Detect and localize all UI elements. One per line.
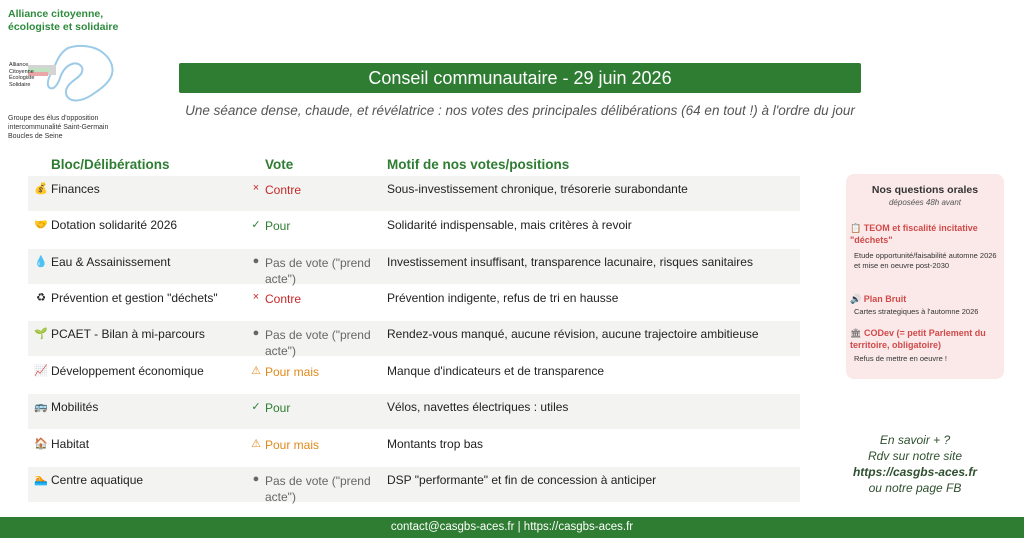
more-info	[830, 432, 1000, 496]
page-title: Conseil communautaire - 29 juin 2026	[179, 63, 861, 93]
table-row	[28, 212, 800, 247]
warning-icon: ⚠	[251, 365, 261, 377]
oral-questions-panel	[846, 174, 1004, 379]
row-vote: Pour mais	[265, 365, 320, 379]
info-line2: Rdv sur notre site	[867, 449, 963, 463]
website-link[interactable]: https://casgbs-aces.fr	[852, 465, 978, 479]
row-vote: Contre	[265, 292, 302, 306]
row-bloc: Eau & Assainissement	[51, 255, 171, 269]
row-motif: DSP "performante" et fin de concession à anticiper	[387, 473, 657, 487]
row-motif: Manque d'indicateurs et de transparence	[387, 364, 605, 378]
logo-sub-line2: intercommunalité Saint-Germain	[8, 124, 109, 131]
row-motif: Investissement insuffisant, transparence lacunaire, risques sanitaires	[387, 255, 753, 269]
cross-icon: ×	[252, 291, 260, 303]
questions-title: Nos questions orales	[871, 184, 979, 196]
logo-sub-line1: Groupe des élus d'opposition	[8, 115, 99, 122]
info-line1: En savoir + ?	[879, 433, 951, 447]
swimmer-icon: 🏊	[34, 474, 48, 486]
clipboard-icon: 📋	[850, 223, 862, 233]
row-bloc: Développement économique	[51, 364, 204, 378]
handshake-icon: 🤝	[34, 219, 48, 231]
table-row	[28, 176, 800, 211]
column-header-motif: Motif de nos votes/positions	[387, 157, 570, 172]
question-title-bruit-text: Plan Bruit	[863, 294, 907, 304]
table-row	[28, 321, 800, 356]
row-bloc: PCAET - Bilan à mi-parcours	[51, 327, 205, 341]
house-icon: 🏠	[34, 438, 48, 450]
logo-acronym-a: Alliance	[9, 62, 29, 68]
logo-title-line2: écologiste et solidaire	[8, 21, 119, 33]
logo-acronym-c: Citoyenne	[9, 68, 34, 75]
table-row	[28, 358, 800, 393]
money-bag-icon: 💰	[34, 183, 48, 195]
speaker-icon: 🔊	[850, 294, 862, 304]
bus-icon: 🚌	[34, 401, 48, 413]
dot-icon: ●	[252, 473, 260, 485]
row-bloc: Habitat	[51, 437, 90, 451]
dot-icon: ●	[252, 255, 260, 267]
page-subtitle: Une séance dense, chaude, et révélatrice : nos votes des principales délibérations (64 en tout !) à l'ordre du jour	[185, 103, 855, 118]
row-motif: Montants trop bas	[387, 437, 484, 451]
table-row	[28, 467, 800, 502]
question-title-codev-text: CODev (= petit Parlement du territoire, obligatoire)	[850, 328, 986, 350]
question-title-teom-text: TEOM et fiscalité incitative "déchets"	[850, 223, 978, 245]
chart-up-icon: 📈	[34, 365, 48, 377]
column-header-bloc: Bloc/Délibérations	[51, 157, 170, 172]
table-row	[28, 285, 800, 320]
logo-title	[8, 8, 158, 34]
check-icon: ✓	[251, 401, 261, 413]
row-vote: Pas de vote ("prend acte")	[265, 328, 371, 358]
row-bloc: Centre aquatique	[51, 473, 144, 487]
cross-icon: ×	[252, 182, 260, 194]
questions-subtitle: déposées 48h avant	[888, 198, 962, 207]
row-vote: Pas de vote ("prend acte")	[265, 474, 371, 504]
info-line4: ou notre page FB	[868, 481, 962, 495]
question-title-teom	[850, 222, 1000, 246]
question-title-bruit	[850, 293, 1000, 305]
row-vote: Pas de vote ("prend acte")	[265, 256, 371, 286]
question-desc-teom: Etude opportunité/faisabilité automne 2026 et mise en oeuvre post-2030	[854, 251, 997, 270]
question-desc-bruit: Cartes strategiques à l'automne 2026	[854, 307, 979, 316]
row-motif: Vélos, navettes électriques : utiles	[387, 400, 569, 414]
row-vote: Contre	[265, 183, 302, 197]
column-header-vote: Vote	[265, 157, 294, 172]
warning-icon: ⚠	[251, 438, 261, 450]
logo-acronym	[8, 62, 34, 88]
table-row	[28, 431, 800, 466]
logo-acronym-e: Écologiste	[9, 75, 35, 81]
dot-icon: ●	[252, 327, 260, 339]
table-row	[28, 394, 800, 429]
row-bloc: Mobilités	[51, 400, 99, 414]
question-desc-codev: Refus de mettre en oeuvre !	[854, 354, 947, 363]
logo	[8, 4, 168, 164]
logo-title-line1: Alliance citoyenne,	[8, 8, 104, 20]
row-motif: Rendez-vous manqué, aucune révision, aucune trajectoire ambitieuse	[387, 327, 759, 341]
footer-contact[interactable]: contact@casgbs-aces.fr | https://casgbs-aces.fr	[0, 517, 1024, 538]
building-icon: 🏛	[850, 328, 862, 338]
droplet-icon: 💧	[34, 256, 48, 268]
logo-sub-line3: Boucles de Seine	[8, 133, 63, 140]
row-motif: Solidarité indispensable, mais critères à revoir	[387, 218, 632, 232]
row-motif: Sous-investissement chronique, trésorerie surabondante	[387, 182, 688, 196]
row-bloc: Prévention et gestion "déchets"	[51, 291, 218, 305]
table-row	[28, 249, 800, 284]
row-vote: Pour mais	[265, 438, 320, 452]
logo-acronym-s: Solidaire	[9, 81, 31, 88]
row-vote: Pour	[265, 401, 291, 415]
seedling-icon: 🌱	[34, 328, 48, 340]
row-bloc: Finances	[51, 182, 100, 196]
question-title-codev	[850, 327, 1000, 351]
recycle-icon: ♻	[36, 292, 46, 304]
row-motif: Prévention indigente, refus de tri en hausse	[387, 291, 619, 305]
row-bloc: Dotation solidarité 2026	[51, 218, 178, 232]
logo-subtitle	[8, 114, 128, 141]
check-icon: ✓	[251, 219, 261, 231]
row-vote: Pour	[265, 219, 291, 233]
